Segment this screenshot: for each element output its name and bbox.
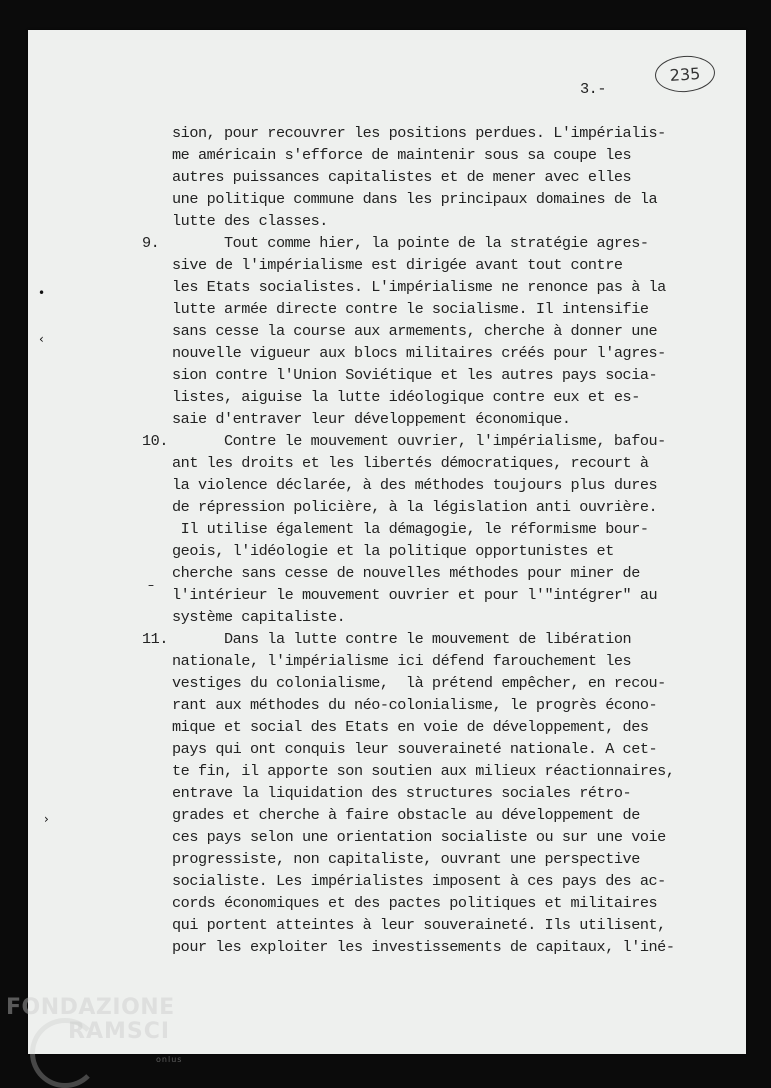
archive-watermark bbox=[6, 995, 183, 1064]
text-line: Dans la lutte contre le mouvement de libération bbox=[172, 630, 632, 648]
archive-number: 235 bbox=[669, 63, 701, 85]
text-line: lutte des classes. bbox=[172, 212, 328, 230]
text-line: Il utilise également la démagogie, le réformisme bour- bbox=[172, 520, 649, 538]
text-line: nouvelle vigueur aux blocs militaires créés pour l'agres- bbox=[172, 344, 666, 362]
text-line: sive de l'impérialisme est dirigée avant tout contre bbox=[172, 256, 623, 274]
text-line: ant les droits et les libertés démocratiques, recourt à bbox=[172, 454, 649, 472]
text-line: me américain s'efforce de maintenir sous sa coupe les bbox=[172, 146, 632, 164]
text-line: système capitaliste. bbox=[172, 608, 346, 626]
text-line: rant aux méthodes du néo-colonialisme, le progrès écono- bbox=[172, 696, 658, 714]
watermark-line-2: RAMSCI bbox=[68, 1019, 171, 1044]
paragraph-number: 11. bbox=[142, 630, 168, 648]
margin-dot-mark: • bbox=[38, 286, 46, 300]
text-line: qui portent atteintes à leur souveraineté. Ils utilisent, bbox=[172, 916, 666, 934]
margin-dash-mark: – bbox=[148, 578, 154, 592]
text-line: te fin, il apporte son soutien aux milieux réactionnaires, bbox=[172, 762, 675, 780]
text-line: sans cesse la course aux armements, cherche à donner une bbox=[172, 322, 658, 340]
text-line: Tout comme hier, la pointe de la stratégie agres- bbox=[172, 234, 649, 252]
text-line: mique et social des Etats en voie de développement, des bbox=[172, 718, 649, 736]
text-line: geois, l'idéologie et la politique opportunistes et bbox=[172, 542, 614, 560]
paragraph-number: 9. bbox=[142, 234, 160, 252]
text-line: autres puissances capitalistes et de mener avec elles bbox=[172, 168, 632, 186]
text-line: pour les exploiter les investissements de capitaux, l'iné- bbox=[172, 938, 675, 956]
text-line: les Etats socialistes. L'impérialisme ne renonce pas à la bbox=[172, 278, 666, 296]
text-line: lutte armée directe contre le socialisme. Il intensifie bbox=[172, 300, 649, 318]
text-line: cords économiques et des pactes politiques et militaires bbox=[172, 894, 658, 912]
text-line: sion contre l'Union Soviétique et les autres pays socia- bbox=[172, 366, 658, 384]
margin-tick-mark: › bbox=[44, 812, 49, 826]
text-line: listes, aiguise la lutte idéologique contre eux et es- bbox=[172, 388, 640, 406]
text-line: saie d'entraver leur développement économique. bbox=[172, 410, 571, 428]
margin-tick-mark: ‹ bbox=[39, 332, 44, 346]
text-line: progressiste, non capitaliste, ouvrant une perspective bbox=[172, 850, 640, 868]
text-line: l'intérieur le mouvement ouvrier et pour l'"intégrer" au bbox=[172, 586, 658, 604]
text-line: cherche sans cesse de nouvelles méthodes pour miner de bbox=[172, 564, 640, 582]
text-line: une politique commune dans les principaux domaines de la bbox=[172, 190, 658, 208]
text-line: la violence déclarée, à des méthodes toujours plus dures bbox=[172, 476, 658, 494]
text-line: pays qui ont conquis leur souveraineté nationale. A cet- bbox=[172, 740, 658, 758]
text-line: grades et cherche à faire obstacle au développement de bbox=[172, 806, 640, 824]
watermark-line-3: onlus bbox=[156, 1055, 183, 1064]
text-line: ces pays selon une orientation socialiste ou sur une voie bbox=[172, 828, 666, 846]
text-line: Contre le mouvement ouvrier, l'impérialisme, bafou- bbox=[172, 432, 666, 450]
text-line: entrave la liquidation des structures sociales rétro- bbox=[172, 784, 632, 802]
watermark-line-1: FONDAZIONE bbox=[6, 995, 175, 1020]
text-line: de répression policière, à la législation anti ouvrière. bbox=[172, 498, 658, 516]
text-line: nationale, l'impérialisme ici défend farouchement les bbox=[172, 652, 632, 670]
paragraph-number: 10. bbox=[142, 432, 168, 450]
text-line: sion, pour recouvrer les positions perdues. L'impérialis- bbox=[172, 124, 666, 142]
page-number: 3.- bbox=[580, 80, 606, 98]
text-line: vestiges du colonialisme, là prétend empêcher, en recou- bbox=[172, 674, 666, 692]
text-line: socialiste. Les impérialistes imposent à ces pays des ac- bbox=[172, 872, 666, 890]
